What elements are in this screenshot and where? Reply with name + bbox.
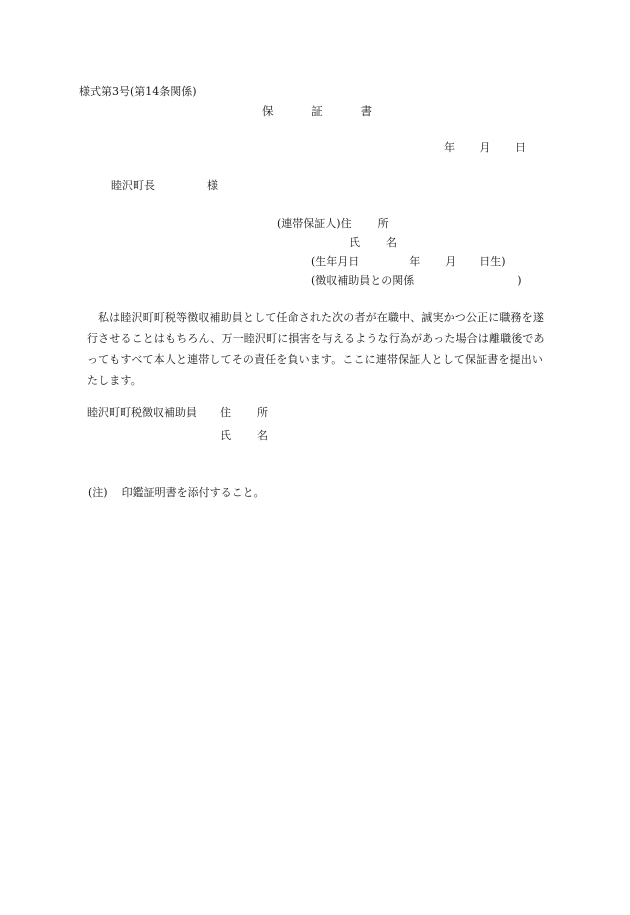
- birth-open-label: (生年月日: [311, 255, 360, 268]
- guarantor-address-label-1: 住: [340, 217, 352, 230]
- guarantor-role-label: (連帯保証人): [277, 217, 341, 230]
- date-line: [444, 141, 526, 155]
- date-day-label: 日: [515, 141, 526, 154]
- birth-year-label: 年: [409, 255, 421, 268]
- guarantor-address-row: [277, 217, 389, 231]
- collector-name-label-2: 名: [257, 429, 268, 442]
- note-label: (注): [88, 486, 108, 499]
- collector-name-label: [220, 429, 268, 443]
- note-text: 印鑑証明書を添付すること。: [121, 486, 265, 499]
- title-char-3: 書: [360, 104, 372, 118]
- guarantor-address-label: [341, 217, 389, 231]
- collector-address-label: [220, 406, 268, 420]
- collector-address-label-1: 住: [220, 406, 231, 419]
- guarantor-relation-row: [311, 274, 522, 288]
- document-title: [262, 104, 372, 118]
- guarantee-statement: 私は睦沢町町税等徴収補助員として任命された次の者が在職中、誠実かつ公正に職務を遂行させることはもちろん、万一睦沢町に損害を与えるような行為があった場合は離職後であってもすべて本人と連帯してその責任を負います。ここに連帯保証人として保証書を提出いたします。: [87, 311, 545, 387]
- title-char-1: 保: [262, 104, 274, 118]
- guarantor-birth-row: [311, 255, 506, 269]
- guarantor-name-label-1: 氏: [349, 236, 360, 249]
- addressee-name: 睦沢町長: [111, 179, 155, 192]
- collector-address-label-2: 所: [257, 406, 268, 419]
- relation-open-label: (徴収補助員との関係: [311, 274, 415, 287]
- guarantor-name-label-2: 名: [386, 236, 397, 249]
- collector-label: 睦沢町町税徴収補助員: [87, 406, 197, 419]
- date-month-label: 月: [479, 141, 491, 154]
- birth-day-label: 日生): [479, 255, 506, 268]
- collector-name-label-1: 氏: [220, 429, 231, 442]
- form-number: 様式第3号(第14条関係): [79, 85, 197, 98]
- guarantor-address-label-2: 所: [377, 217, 389, 230]
- relation-close-label: ): [517, 274, 522, 287]
- guarantor-name-row: [349, 236, 397, 250]
- guarantor-name-label: [349, 236, 397, 250]
- addressee-honorific: 様: [207, 179, 218, 192]
- title-char-2: 証: [311, 104, 323, 118]
- date-year-label: 年: [444, 141, 455, 154]
- addressee: [111, 179, 218, 193]
- birth-month-label: 月: [445, 255, 457, 268]
- note: [88, 486, 265, 500]
